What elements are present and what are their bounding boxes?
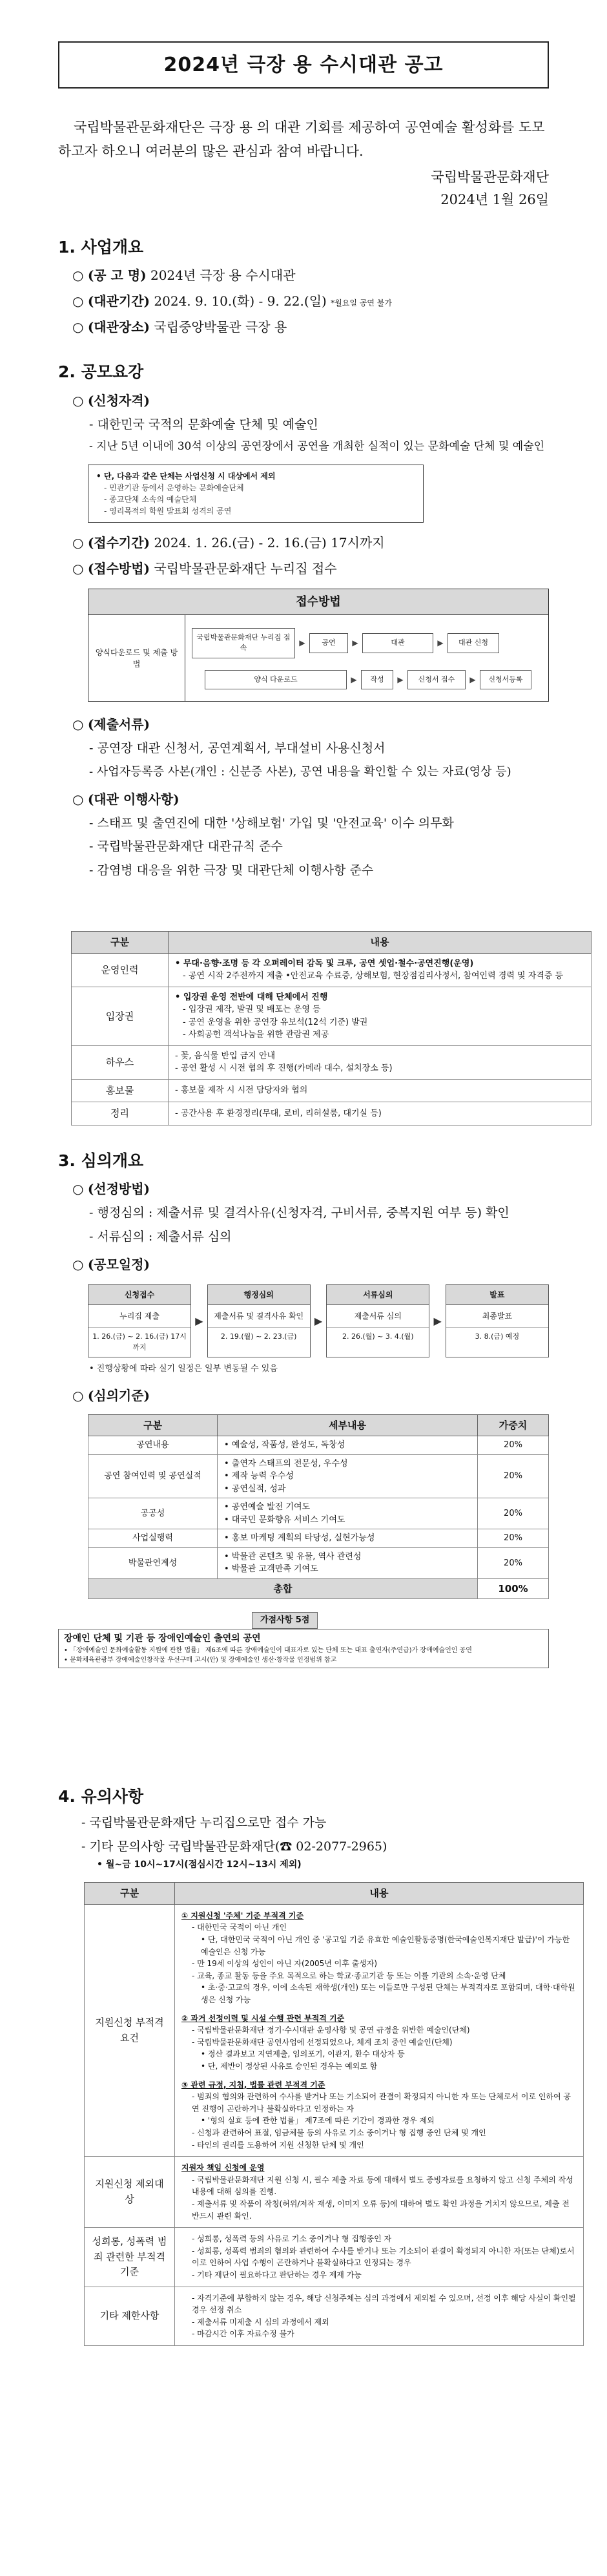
duty-item: - 국립박물관문화재단 대관규칙 준수 — [89, 839, 283, 854]
intro-paragraph: 국립박물관문화재단은 극장 용 의 대관 기회를 제공하여 공연예술 활성화를 도모하고자 하오니 여러분의 많은 관심과 참여 바랍니다. — [58, 120, 545, 159]
row-content: • 입장권 운영 전반에 대해 단체에서 진행 - 입장권 제작, 발권 및 배포는 운영 등 - 공연 운영을 위한 공연장 유보석(12석 기준) 발권 - 사회공헌 객석나눔을 위한 관람권 제공 — [169, 987, 592, 1045]
section-2-heading: 2. 공모요강 — [58, 362, 144, 382]
row-category: 정리 — [72, 1102, 169, 1126]
flow-step: 대관 신청 — [448, 633, 499, 653]
page-title: 2024년 극장 용 수시대관 공고 — [58, 41, 549, 89]
row-category: 운영인력 — [72, 953, 169, 987]
arrow-right-icon: ▶ — [352, 638, 358, 648]
row-category: 하우스 — [72, 1045, 169, 1079]
overview-item: ○ (대관장소) 국립중앙박물관 극장 용 — [72, 319, 287, 335]
schedule-flow — [88, 1284, 549, 1357]
duty-label: ○ (대관 이행사항) — [72, 791, 180, 807]
flow-step: 양식 다운로드 — [205, 670, 347, 690]
flow-row-1 — [192, 628, 542, 658]
table-header: 세부내용 — [218, 1414, 478, 1436]
signer: 국립박물관문화재단 — [431, 169, 549, 185]
hours-note: • 월~금 10시~17시(점심시간 12시~13시 제외) — [97, 1859, 302, 1870]
bonus-box — [58, 1612, 549, 1668]
table-row: 기타 제한사항 - 자격기준에 부합하지 않는 경우, 해당 신청주체는 심의 과정에서 제외될 수 있으며, 선정 이후 해당 사실이 확인될 경우 선정 취소 - 제출서류 미제출 시 심의 과정에서 제외 - 마감시간 이후 자료수정 불가 — [85, 2287, 584, 2345]
flow-step: 공연 — [309, 633, 348, 653]
row-content: • 무대·음향·조명 등 각 오퍼레이터 감독 및 크루, 공연 셋업·철수·공연진행(운영) - 공연 시작 2주전까지 제출 •안전교육 수료증, 상해보험, 현장점검리사정서, 참여인력 경력 및 자격증 등 — [169, 953, 592, 987]
table-row: 지원신청 부적격 요건 ① 지원신청 '주체' 기준 부적격 기준 - 대한민국 국적이 아닌 개인 • 단, 대한민국 국적이 아닌 개인 중 '공고일 기준 유효한 예술인활동증명(한국예술인복지재단 발급)'이 가능한 예술인은 신청 가능 - 만 19세 이상의 성인이 아닌 자(2005년 이후 출생자) - 교육, 종교 활동 등을 주요 목적으로 하는 학교·종교기관 등 또는 이를 기관의 소속·운영 단체 • 초·중·고교의 경우, 이에 소속된 재학생(개인) 또는 이들로만 구성된 단체는 부적격자로 포함되며, 대학·대학원생은 신청 가능 ② 과거 선정이력 및 시설 수행 관련 부적격 기준 - 국립박물관문화재단 정기·수시대관 운영사항 및 공연 규정을 위반한 예술인(단체) - 국립박물관문화재단 공연사업에 선정되었으나, 체계 조치 중인 예술인(단체) • 정산 결과보고 지연제출, 임의포기, 이관지, 환수 대상자 등 • 단, 제반이 정상된 사유로 승인된 경우는 예외로 함 ③ 관련 규정, 지침, 법률 관련 부적격 기준 - 범죄의 혐의와 관련하여 수사를 받거나 또는 기소되어 관결이 확정되지 아니한 자 또는 단체로서 이로 인하여 공연 진행이 곤란하거나 불확실하다고 인정하는 자 • '형의 실효 등에 관한 법률」 제7조에 따른 기간이 경과한 경우 제외 - 신청과 관련하여 표절, 임금체불 등의 사유로 기소 중이거나 형 집행 중인 단체 및 개인 - 타인의 권리를 도용하여 지원 신청한 단체 및 개인 — [85, 1904, 584, 2156]
row-category: 입장권 — [72, 987, 169, 1045]
row-content: - 꽃, 음식물 반입 금지 안내 - 공연 활성 시 시전 협의 후 진행(카메라 대수, 설치장소 등) — [169, 1045, 592, 1079]
section-1-heading: 1. 사업개요 — [58, 237, 144, 257]
row-category: 홍보물 — [72, 1079, 169, 1102]
criteria-label: ○ (심의기준) — [72, 1387, 150, 1403]
selection-label: ○ (선정방법) — [72, 1181, 150, 1197]
table-row: 박물관연계성 • 박물관 콘텐츠 및 유물, 역사 관련성 • 박물관 고객만족 기여도 20% — [88, 1547, 549, 1578]
section-4-heading: 4. 유의사항 — [58, 1786, 144, 1806]
arrow-right-icon: ▶ — [314, 1314, 323, 1327]
table-row: 성희롱, 성폭력 범죄 관련한 부적격 기준 - 성희롱, 성폭력 등의 사유로 기소 중이거나 형 집행중인 자 - 성희롱, 성폭력 범죄의 혐의와 관련하여 수사를 받거나 또는 기소되어 관결이 확정되지 아니한 자(또는 단체)로서 이로 인하여 사업 수행이 곤란하거나 불확실하다고 인정되는 경우 - 기타 재단이 필요하다고 판단하는 경우 제재 가능 — [85, 2228, 584, 2287]
table-row: 공공성 • 공연예술 발전 기여도 • 대국민 문화향유 서비스 기여도 20% — [88, 1498, 549, 1529]
flow-step: 신청서 접수 — [407, 670, 466, 690]
sign-date: 2024년 1월 26일 — [440, 192, 549, 208]
flow-header: 접수방법 — [88, 589, 548, 615]
duty-item: - 감염병 대응을 위한 극장 및 대관단체 이행사항 준수 — [89, 863, 374, 877]
notice-line: - 국립박물관문화재단 누리집으로만 접수 가능 — [81, 1816, 327, 1830]
criteria-table — [88, 1414, 549, 1600]
exclusion-note: • 단, 다음과 같은 단체는 사업신청 시 대상에서 제외 - 민관기관 등에서 운영하는 문화예술단체 - 종교단체 소속의 예술단체 - 영리목적의 학원 발표회 성격의 공연 — [88, 465, 424, 523]
table-row — [72, 987, 592, 1045]
qualification-label: ○ (신청자격) — [72, 392, 150, 408]
flow-step: 국립박물관문화재단 누리집 접속 — [192, 628, 295, 658]
table-row: 지원신청 제외대상 지원자 책임 신청에 운영 - 국립박물관문화재단 지원 신청 시, 필수 제출 자료 등에 대해서 별도 증빙자료를 요청하지 않고 신청 주체의 작성 내용에 대해 심의를 진행. - 제출서류 및 작품이 작칭(허위/저작 재생, 이미지 오류 등)에 대하여 별도 확인 과정을 거치지 않으므로, 제출 전 반드시 관련 확인. — [85, 2157, 584, 2228]
caution-table — [84, 1882, 584, 2346]
arrow-right-icon: ▶ — [195, 1314, 203, 1327]
bonus-line: • 「장애예술인 문화예술활동 지원에 관한 법률」 제6조에 따른 장애예술인이 대표자로 있는 단체 또는 대표 출연자(주연급)가 장애예술인인 공연 — [64, 1646, 472, 1654]
table-row: 공연내용 • 예술성, 작품성, 완성도, 독창성 20% — [88, 1436, 549, 1455]
arrow-right-icon: ▶ — [299, 638, 305, 648]
flow-left-label: 양식다운로드 및 제출 방법 — [88, 615, 185, 702]
arrow-right-icon: ▶ — [351, 675, 357, 685]
document-item: - 공연장 대관 신청서, 공연계획서, 부대설비 사용신청서 — [89, 741, 386, 756]
bonus-line: • 문화체육관광부 장애예술인창작물 우선구매 고시(안) 및 장애예술인 생산·창작물 인정범위 참고 — [64, 1656, 337, 1664]
schedule-step: 서류심의 제출서류 심의 2. 26.(월) ~ 3. 4.(월) — [326, 1284, 429, 1357]
arrow-right-icon: ▶ — [433, 1314, 442, 1327]
schedule-step: 발표 최종발표 3. 8.(금) 예정 — [446, 1284, 549, 1357]
schedule-note: • 진행상황에 따라 실기 일정은 일부 변동될 수 있음 — [89, 1364, 278, 1374]
overview-item: ○ (공 고 명) 2024년 극장 용 수시대관 — [72, 267, 296, 284]
overview-item: ○ (대관기간) 2024. 9. 10.(화) - 9. 22.(일) *월요일 공연 불가 — [72, 293, 392, 309]
schedule-step: 행정심의 제출서류 및 결격사유 확인 2. 19.(월) ~ 2. 23.(금) — [207, 1284, 311, 1357]
flow-row-2 — [192, 670, 542, 690]
arrow-right-icon: ▶ — [397, 675, 404, 685]
table-header: 구분 — [72, 932, 169, 954]
table-row: 공연 참여인력 및 공연실적 • 출연자 스태프의 전문성, 우수성 • 제작 능력 우수성 • 공연실적, 성과 20% — [88, 1454, 549, 1498]
flow-step: 신청서등록 — [480, 670, 531, 690]
table-row — [72, 1045, 592, 1079]
selection-item: - 행정심의 : 제출서류 및 결격사유(신청자격, 구비서류, 중복지원 여부 등) 확인 — [89, 1206, 509, 1220]
schedule-label: ○ (공모일정) — [72, 1257, 150, 1273]
row-content: - 공간사용 후 환경정리(무대, 로비, 리허설룸, 대기실 등) — [169, 1102, 592, 1126]
qualification-item: - 대한민국 국적의 문화예술 단체 및 예술인 — [89, 417, 318, 432]
signature-block — [58, 166, 549, 212]
table-header: 가중치 — [478, 1414, 549, 1436]
arrow-right-icon: ▶ — [469, 675, 476, 685]
bonus-heading: 장애인 단체 및 기관 등 장애인예술인 출연의 공연 — [64, 1633, 261, 1644]
duty-item: - 스태프 및 출연진에 대한 '상해보험' 가입 및 '안전교육' 이수 의무화 — [89, 815, 454, 830]
flow-step: 작성 — [361, 670, 393, 690]
operation-table — [71, 931, 592, 1126]
method-item: ○ (접수방법) 국립박물관문화재단 누리집 접수 — [72, 560, 337, 576]
schedule-step: 신청접수 누리집 제출 1. 26.(금) ~ 2. 16.(금) 17시까지 — [88, 1284, 191, 1357]
table-row — [72, 1079, 592, 1102]
submission-flow — [88, 589, 549, 702]
table-header: 구분 — [85, 1883, 175, 1905]
selection-item: - 서류심의 : 제출서류 심의 — [89, 1229, 232, 1244]
notice-line: - 기타 문의사항 국립박물관문화재단(☎ 02-2077-2965) — [81, 1839, 387, 1854]
table-header: 내용 — [175, 1883, 584, 1905]
arrow-right-icon: ▶ — [437, 638, 444, 648]
table-row — [72, 1102, 592, 1126]
row-content: - 홍보물 제작 시 시전 담당자와 협의 — [169, 1079, 592, 1102]
table-row: 사업실행력 • 홍보 마케팅 계획의 타당성, 실현가능성 20% — [88, 1529, 549, 1548]
table-header: 내용 — [169, 932, 592, 954]
bonus-tag: 가점사항 5점 — [252, 1612, 318, 1629]
period-item: ○ (접수기간) 2024. 1. 26.(금) - 2. 16.(금) 17시까지 — [72, 534, 385, 550]
flow-step: 대관 — [362, 633, 433, 653]
section-3-heading: 3. 심의개요 — [58, 1151, 144, 1170]
total-row: 총합 100% — [88, 1578, 549, 1599]
table-row — [72, 953, 592, 987]
qualification-item: - 지난 5년 이내에 30석 이상의 공연장에서 공연을 개최한 실적이 있는 문화예술 단체 및 예술인 — [89, 440, 545, 454]
documents-label: ○ (제출서류) — [72, 717, 150, 733]
table-header: 구분 — [88, 1414, 218, 1436]
document-item: - 사업자등록증 사본(개인 : 신분증 사본), 공연 내용을 확인할 수 있는 자료(영상 등) — [89, 764, 511, 779]
